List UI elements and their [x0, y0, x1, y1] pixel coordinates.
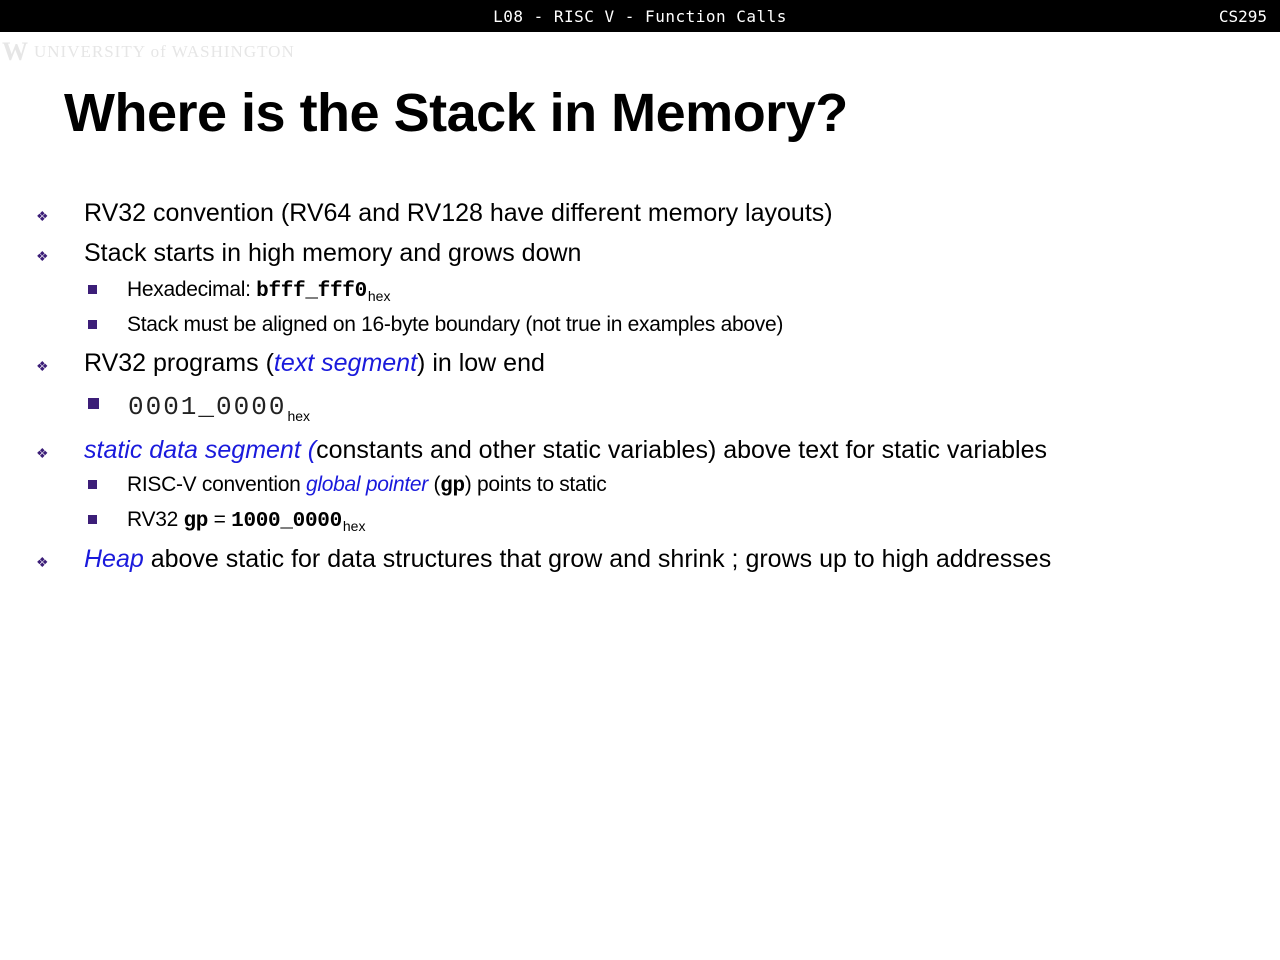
- subbullet-hexadecimal: [127, 278, 390, 303]
- subbullet-alignment: [127, 313, 783, 337]
- hex-subscript: hex: [367, 288, 391, 304]
- w-logo-mark: W: [2, 37, 28, 66]
- text-segment-term: text segment: [273, 349, 418, 377]
- subbullet-text-pre: RISC-V convention: [127, 473, 307, 496]
- square-bullet-icon: [88, 285, 97, 294]
- diamond-bullet-icon: ❖: [36, 358, 49, 374]
- bullet-text: Stack starts in high memory and grows down: [84, 239, 582, 267]
- square-bullet-icon: [88, 398, 99, 409]
- square-bullet-icon: [88, 515, 97, 524]
- subbullet-text-address: [128, 390, 310, 422]
- square-bullet-icon: [88, 320, 97, 329]
- diamond-bullet-icon: ❖: [36, 208, 49, 224]
- bullet-text-post: above static for data structures that grow and shrink ; grows up to high addresses: [143, 545, 1052, 573]
- hex-subscript: hex: [287, 408, 311, 424]
- diamond-bullet-icon: ❖: [36, 248, 49, 264]
- university-wordmark: UNIVERSITY of WASHINGTON: [34, 42, 295, 61]
- bullet-stack-starts: [84, 239, 581, 268]
- subbullet-text-post: ) points to static: [464, 473, 607, 496]
- bullet-static-data: [84, 436, 1047, 465]
- bullet-rv32-programs: [84, 349, 545, 378]
- slide-title: Where is the Stack in Memory?: [64, 83, 848, 143]
- subbullet-label: Hexadecimal:: [127, 278, 257, 301]
- university-logo: [2, 37, 295, 66]
- gp-register-code: gp: [440, 475, 465, 498]
- lecture-title: L08 - RISC V - Function Calls: [493, 7, 787, 26]
- static-data-segment-term: static data segment (: [84, 436, 317, 464]
- text-segment-address: 0001_0000: [128, 392, 287, 422]
- paren-open: (: [427, 473, 441, 496]
- subbullet-text-pre: RV32: [127, 508, 184, 531]
- heap-term: Heap: [84, 545, 144, 573]
- slide-header-bar: [0, 0, 1280, 32]
- bullet-text: RV32 convention (RV64 and RV128 have different memory layouts): [84, 199, 833, 227]
- diamond-bullet-icon: ❖: [36, 554, 49, 570]
- global-pointer-term: global pointer: [306, 473, 428, 496]
- stack-address-code: bfff_fff0: [256, 280, 367, 303]
- diamond-bullet-icon: ❖: [36, 445, 49, 461]
- bullet-text-post: ) in low end: [417, 349, 545, 377]
- course-code: CS295: [1218, 7, 1267, 26]
- subbullet-text: Stack must be aligned on 16-byte boundary (not true in examples above): [127, 313, 784, 336]
- subbullet-global-pointer: [127, 473, 606, 498]
- subbullet-gp-value: [127, 508, 365, 533]
- bullet-heap: [84, 545, 1051, 574]
- bullet-rv32-convention: [84, 199, 833, 228]
- gp-address-code: 1000_0000: [231, 510, 342, 533]
- gp-register-code: gp: [183, 510, 209, 533]
- bullet-text-post: constants and other static variables) above text for static variables: [316, 436, 1047, 464]
- square-bullet-icon: [88, 480, 97, 489]
- bullet-text-pre: RV32 programs (: [84, 349, 274, 377]
- equals-sign: =: [208, 508, 232, 531]
- hex-subscript: hex: [342, 518, 366, 534]
